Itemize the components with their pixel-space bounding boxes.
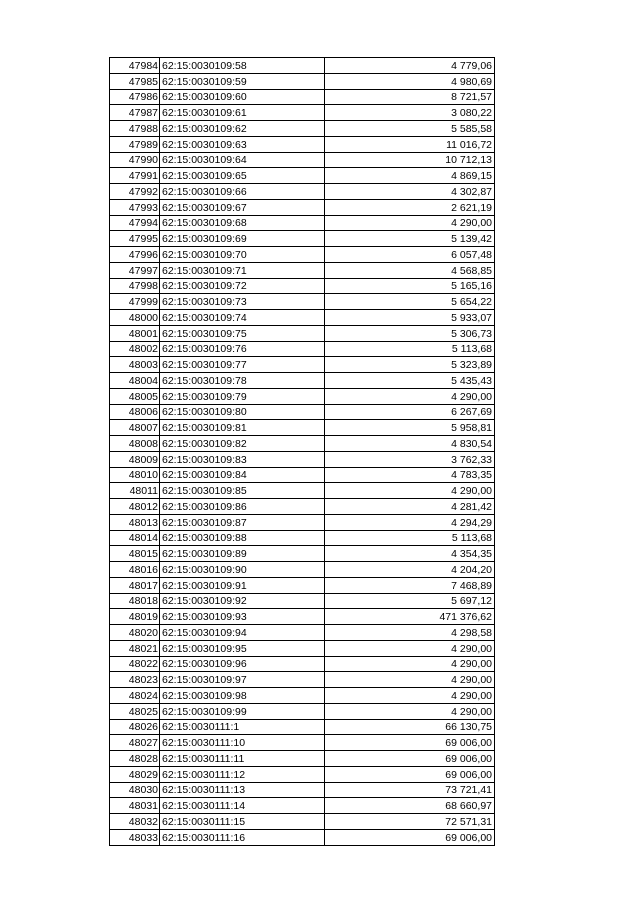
cadastral-number-cell: 62:15:0030109:73 bbox=[160, 294, 325, 310]
table-row bbox=[110, 530, 495, 546]
cadastral-value-cell: 4 204,20 bbox=[325, 562, 495, 578]
row-number-cell: 48022 bbox=[110, 656, 160, 672]
cadastral-value-cell: 5 585,58 bbox=[325, 121, 495, 137]
cadastral-value-cell: 4 290,00 bbox=[325, 672, 495, 688]
cadastral-value-cell: 5 139,42 bbox=[325, 231, 495, 247]
cadastral-value-cell: 5 113,68 bbox=[325, 341, 495, 357]
cadastral-number-cell: 62:15:0030109:89 bbox=[160, 546, 325, 562]
table-row bbox=[110, 420, 495, 436]
cadastral-number-cell: 62:15:0030109:66 bbox=[160, 184, 325, 200]
cadastral-number-cell: 62:15:0030111:10 bbox=[160, 735, 325, 751]
cadastral-value-cell: 4 980,69 bbox=[325, 73, 495, 89]
cadastral-number-cell: 62:15:0030111:16 bbox=[160, 829, 325, 845]
table-row bbox=[110, 483, 495, 499]
cadastral-value-cell: 11 016,72 bbox=[325, 136, 495, 152]
cadastral-value-cell: 4 779,06 bbox=[325, 58, 495, 74]
table-row bbox=[110, 136, 495, 152]
cadastral-number-cell: 62:15:0030109:82 bbox=[160, 436, 325, 452]
row-number-cell: 48032 bbox=[110, 814, 160, 830]
row-number-cell: 48010 bbox=[110, 467, 160, 483]
row-number-cell: 48024 bbox=[110, 688, 160, 704]
row-number-cell: 48020 bbox=[110, 625, 160, 641]
row-number-cell: 48027 bbox=[110, 735, 160, 751]
row-number-cell: 47996 bbox=[110, 247, 160, 263]
table-row bbox=[110, 451, 495, 467]
cadastral-number-cell: 62:15:0030109:93 bbox=[160, 609, 325, 625]
row-number-cell: 48007 bbox=[110, 420, 160, 436]
row-number-cell: 48023 bbox=[110, 672, 160, 688]
table-row bbox=[110, 625, 495, 641]
cadastral-value-cell: 4 290,00 bbox=[325, 483, 495, 499]
cadastral-value-cell: 10 712,13 bbox=[325, 152, 495, 168]
cadastral-number-cell: 62:15:0030109:96 bbox=[160, 656, 325, 672]
cadastral-number-cell: 62:15:0030109:58 bbox=[160, 58, 325, 74]
cadastral-value-cell: 4 290,00 bbox=[325, 656, 495, 672]
cadastral-number-cell: 62:15:0030109:86 bbox=[160, 499, 325, 515]
table-row bbox=[110, 152, 495, 168]
cadastral-value-cell: 4 568,85 bbox=[325, 262, 495, 278]
table-row bbox=[110, 105, 495, 121]
cadastral-number-cell: 62:15:0030111:15 bbox=[160, 814, 325, 830]
cadastral-value-cell: 6 057,48 bbox=[325, 247, 495, 263]
row-number-cell: 48003 bbox=[110, 357, 160, 373]
row-number-cell: 48030 bbox=[110, 782, 160, 798]
table-body bbox=[110, 58, 495, 846]
table-row bbox=[110, 278, 495, 294]
cadastral-value-cell: 69 006,00 bbox=[325, 829, 495, 845]
row-number-cell: 47984 bbox=[110, 58, 160, 74]
cadastral-value-cell: 471 376,62 bbox=[325, 609, 495, 625]
cadastral-number-cell: 62:15:0030109:92 bbox=[160, 593, 325, 609]
row-number-cell: 48005 bbox=[110, 388, 160, 404]
row-number-cell: 48012 bbox=[110, 499, 160, 515]
cadastral-value-cell: 5 165,16 bbox=[325, 278, 495, 294]
cadastral-number-cell: 62:15:0030109:88 bbox=[160, 530, 325, 546]
cadastral-number-cell: 62:15:0030109:71 bbox=[160, 262, 325, 278]
cadastral-number-cell: 62:15:0030109:74 bbox=[160, 310, 325, 326]
cadastral-number-cell: 62:15:0030109:77 bbox=[160, 357, 325, 373]
cadastral-number-cell: 62:15:0030111:14 bbox=[160, 798, 325, 814]
cadastral-number-cell: 62:15:0030109:67 bbox=[160, 199, 325, 215]
cadastral-value-cell: 3 762,33 bbox=[325, 451, 495, 467]
table-row bbox=[110, 404, 495, 420]
row-number-cell: 48001 bbox=[110, 325, 160, 341]
cadastral-number-cell: 62:15:0030109:98 bbox=[160, 688, 325, 704]
table-row bbox=[110, 262, 495, 278]
table-row bbox=[110, 388, 495, 404]
cadastral-number-cell: 62:15:0030109:65 bbox=[160, 168, 325, 184]
cadastral-number-cell: 62:15:0030109:78 bbox=[160, 373, 325, 389]
table-row bbox=[110, 829, 495, 845]
cadastral-value-cell: 72 571,31 bbox=[325, 814, 495, 830]
row-number-cell: 47985 bbox=[110, 73, 160, 89]
table-row bbox=[110, 184, 495, 200]
row-number-cell: 47995 bbox=[110, 231, 160, 247]
cadastral-value-cell: 5 435,43 bbox=[325, 373, 495, 389]
table-row bbox=[110, 609, 495, 625]
row-number-cell: 48017 bbox=[110, 577, 160, 593]
cadastral-value-cell: 5 697,12 bbox=[325, 593, 495, 609]
cadastral-number-cell: 62:15:0030109:85 bbox=[160, 483, 325, 499]
table-row bbox=[110, 672, 495, 688]
cadastral-value-cell: 5 654,22 bbox=[325, 294, 495, 310]
table-row bbox=[110, 514, 495, 530]
table-row bbox=[110, 656, 495, 672]
table-row bbox=[110, 467, 495, 483]
row-number-cell: 48013 bbox=[110, 514, 160, 530]
cadastral-number-cell: 62:15:0030109:83 bbox=[160, 451, 325, 467]
table-row bbox=[110, 719, 495, 735]
row-number-cell: 47988 bbox=[110, 121, 160, 137]
cadastral-number-cell: 62:15:0030109:69 bbox=[160, 231, 325, 247]
cadastral-value-cell: 4 290,00 bbox=[325, 640, 495, 656]
row-number-cell: 47991 bbox=[110, 168, 160, 184]
row-number-cell: 48018 bbox=[110, 593, 160, 609]
cadastral-value-cell: 73 721,41 bbox=[325, 782, 495, 798]
cadastral-number-cell: 62:15:0030109:59 bbox=[160, 73, 325, 89]
cadastral-number-cell: 62:15:0030109:87 bbox=[160, 514, 325, 530]
row-number-cell: 48019 bbox=[110, 609, 160, 625]
cadastral-value-cell: 4 869,15 bbox=[325, 168, 495, 184]
cadastral-value-cell: 8 721,57 bbox=[325, 89, 495, 105]
row-number-cell: 48033 bbox=[110, 829, 160, 845]
table-row bbox=[110, 294, 495, 310]
cadastral-number-cell: 62:15:0030109:72 bbox=[160, 278, 325, 294]
cadastral-value-cell: 4 290,00 bbox=[325, 215, 495, 231]
cadastral-value-cell: 4 281,42 bbox=[325, 499, 495, 515]
cadastral-value-cell: 68 660,97 bbox=[325, 798, 495, 814]
cadastral-value-cell: 5 958,81 bbox=[325, 420, 495, 436]
row-number-cell: 48014 bbox=[110, 530, 160, 546]
cadastral-value-cell: 7 468,89 bbox=[325, 577, 495, 593]
cadastral-value-cell: 5 323,89 bbox=[325, 357, 495, 373]
row-number-cell: 48004 bbox=[110, 373, 160, 389]
row-number-cell: 47989 bbox=[110, 136, 160, 152]
cadastral-value-cell: 4 354,35 bbox=[325, 546, 495, 562]
table-row bbox=[110, 73, 495, 89]
cadastral-number-cell: 62:15:0030109:99 bbox=[160, 703, 325, 719]
cadastral-value-cell: 5 933,07 bbox=[325, 310, 495, 326]
cadastral-number-cell: 62:15:0030109:60 bbox=[160, 89, 325, 105]
table-row bbox=[110, 499, 495, 515]
table-row bbox=[110, 782, 495, 798]
cadastral-number-cell: 62:15:0030109:62 bbox=[160, 121, 325, 137]
row-number-cell: 48015 bbox=[110, 546, 160, 562]
cadastral-value-cell: 4 783,35 bbox=[325, 467, 495, 483]
cadastral-number-cell: 62:15:0030109:75 bbox=[160, 325, 325, 341]
row-number-cell: 48009 bbox=[110, 451, 160, 467]
row-number-cell: 47999 bbox=[110, 294, 160, 310]
cadastral-number-cell: 62:15:0030109:76 bbox=[160, 341, 325, 357]
cadastral-value-cell: 4 294,29 bbox=[325, 514, 495, 530]
row-number-cell: 48016 bbox=[110, 562, 160, 578]
cadastral-value-cell: 3 080,22 bbox=[325, 105, 495, 121]
table-row bbox=[110, 593, 495, 609]
table-row bbox=[110, 373, 495, 389]
table-row bbox=[110, 357, 495, 373]
cadastral-number-cell: 62:15:0030109:81 bbox=[160, 420, 325, 436]
cadastral-number-cell: 62:15:0030109:61 bbox=[160, 105, 325, 121]
cadastral-value-table bbox=[109, 57, 495, 846]
table-row bbox=[110, 814, 495, 830]
table-row bbox=[110, 325, 495, 341]
table-row bbox=[110, 798, 495, 814]
cadastral-value-cell: 2 621,19 bbox=[325, 199, 495, 215]
cadastral-value-cell: 4 290,00 bbox=[325, 703, 495, 719]
cadastral-value-cell: 4 290,00 bbox=[325, 388, 495, 404]
cadastral-value-cell: 4 302,87 bbox=[325, 184, 495, 200]
cadastral-number-cell: 62:15:0030111:13 bbox=[160, 782, 325, 798]
table-row bbox=[110, 577, 495, 593]
cadastral-value-cell: 6 267,69 bbox=[325, 404, 495, 420]
row-number-cell: 47997 bbox=[110, 262, 160, 278]
row-number-cell: 48029 bbox=[110, 766, 160, 782]
cadastral-value-cell: 4 290,00 bbox=[325, 688, 495, 704]
cadastral-value-cell: 5 306,73 bbox=[325, 325, 495, 341]
row-number-cell: 47993 bbox=[110, 199, 160, 215]
cadastral-number-cell: 62:15:0030109:70 bbox=[160, 247, 325, 263]
row-number-cell: 48008 bbox=[110, 436, 160, 452]
row-number-cell: 48028 bbox=[110, 751, 160, 767]
table-row bbox=[110, 89, 495, 105]
table-row bbox=[110, 766, 495, 782]
cadastral-number-cell: 62:15:0030109:94 bbox=[160, 625, 325, 641]
table-row bbox=[110, 735, 495, 751]
cadastral-number-cell: 62:15:0030111:12 bbox=[160, 766, 325, 782]
table-row bbox=[110, 546, 495, 562]
row-number-cell: 47990 bbox=[110, 152, 160, 168]
table-row bbox=[110, 688, 495, 704]
table-row bbox=[110, 199, 495, 215]
cadastral-number-cell: 62:15:0030109:79 bbox=[160, 388, 325, 404]
table-row bbox=[110, 562, 495, 578]
row-number-cell: 47992 bbox=[110, 184, 160, 200]
cadastral-number-cell: 62:15:0030109:91 bbox=[160, 577, 325, 593]
cadastral-value-cell: 69 006,00 bbox=[325, 735, 495, 751]
cadastral-number-cell: 62:15:0030109:84 bbox=[160, 467, 325, 483]
table-row bbox=[110, 215, 495, 231]
table-row bbox=[110, 751, 495, 767]
cadastral-value-cell: 4 298,58 bbox=[325, 625, 495, 641]
cadastral-number-cell: 62:15:0030109:80 bbox=[160, 404, 325, 420]
table-row bbox=[110, 121, 495, 137]
row-number-cell: 48021 bbox=[110, 640, 160, 656]
table-row bbox=[110, 703, 495, 719]
table-row bbox=[110, 247, 495, 263]
cadastral-number-cell: 62:15:0030109:95 bbox=[160, 640, 325, 656]
cadastral-number-cell: 62:15:0030109:90 bbox=[160, 562, 325, 578]
row-number-cell: 48011 bbox=[110, 483, 160, 499]
row-number-cell: 48000 bbox=[110, 310, 160, 326]
row-number-cell: 48026 bbox=[110, 719, 160, 735]
table-row bbox=[110, 231, 495, 247]
cadastral-value-cell: 5 113,68 bbox=[325, 530, 495, 546]
table-row bbox=[110, 310, 495, 326]
row-number-cell: 48031 bbox=[110, 798, 160, 814]
cadastral-value-cell: 4 830,54 bbox=[325, 436, 495, 452]
table-row bbox=[110, 341, 495, 357]
table-row bbox=[110, 168, 495, 184]
row-number-cell: 48006 bbox=[110, 404, 160, 420]
cadastral-number-cell: 62:15:0030111:1 bbox=[160, 719, 325, 735]
cadastral-number-cell: 62:15:0030109:68 bbox=[160, 215, 325, 231]
row-number-cell: 47998 bbox=[110, 278, 160, 294]
cadastral-number-cell: 62:15:0030111:11 bbox=[160, 751, 325, 767]
row-number-cell: 48025 bbox=[110, 703, 160, 719]
row-number-cell: 47986 bbox=[110, 89, 160, 105]
table-row bbox=[110, 58, 495, 74]
cadastral-value-cell: 66 130,75 bbox=[325, 719, 495, 735]
cadastral-number-cell: 62:15:0030109:97 bbox=[160, 672, 325, 688]
cadastral-number-cell: 62:15:0030109:63 bbox=[160, 136, 325, 152]
row-number-cell: 47987 bbox=[110, 105, 160, 121]
cadastral-value-cell: 69 006,00 bbox=[325, 751, 495, 767]
cadastral-number-cell: 62:15:0030109:64 bbox=[160, 152, 325, 168]
cadastral-value-cell: 69 006,00 bbox=[325, 766, 495, 782]
row-number-cell: 48002 bbox=[110, 341, 160, 357]
row-number-cell: 47994 bbox=[110, 215, 160, 231]
table-row bbox=[110, 640, 495, 656]
table-row bbox=[110, 436, 495, 452]
